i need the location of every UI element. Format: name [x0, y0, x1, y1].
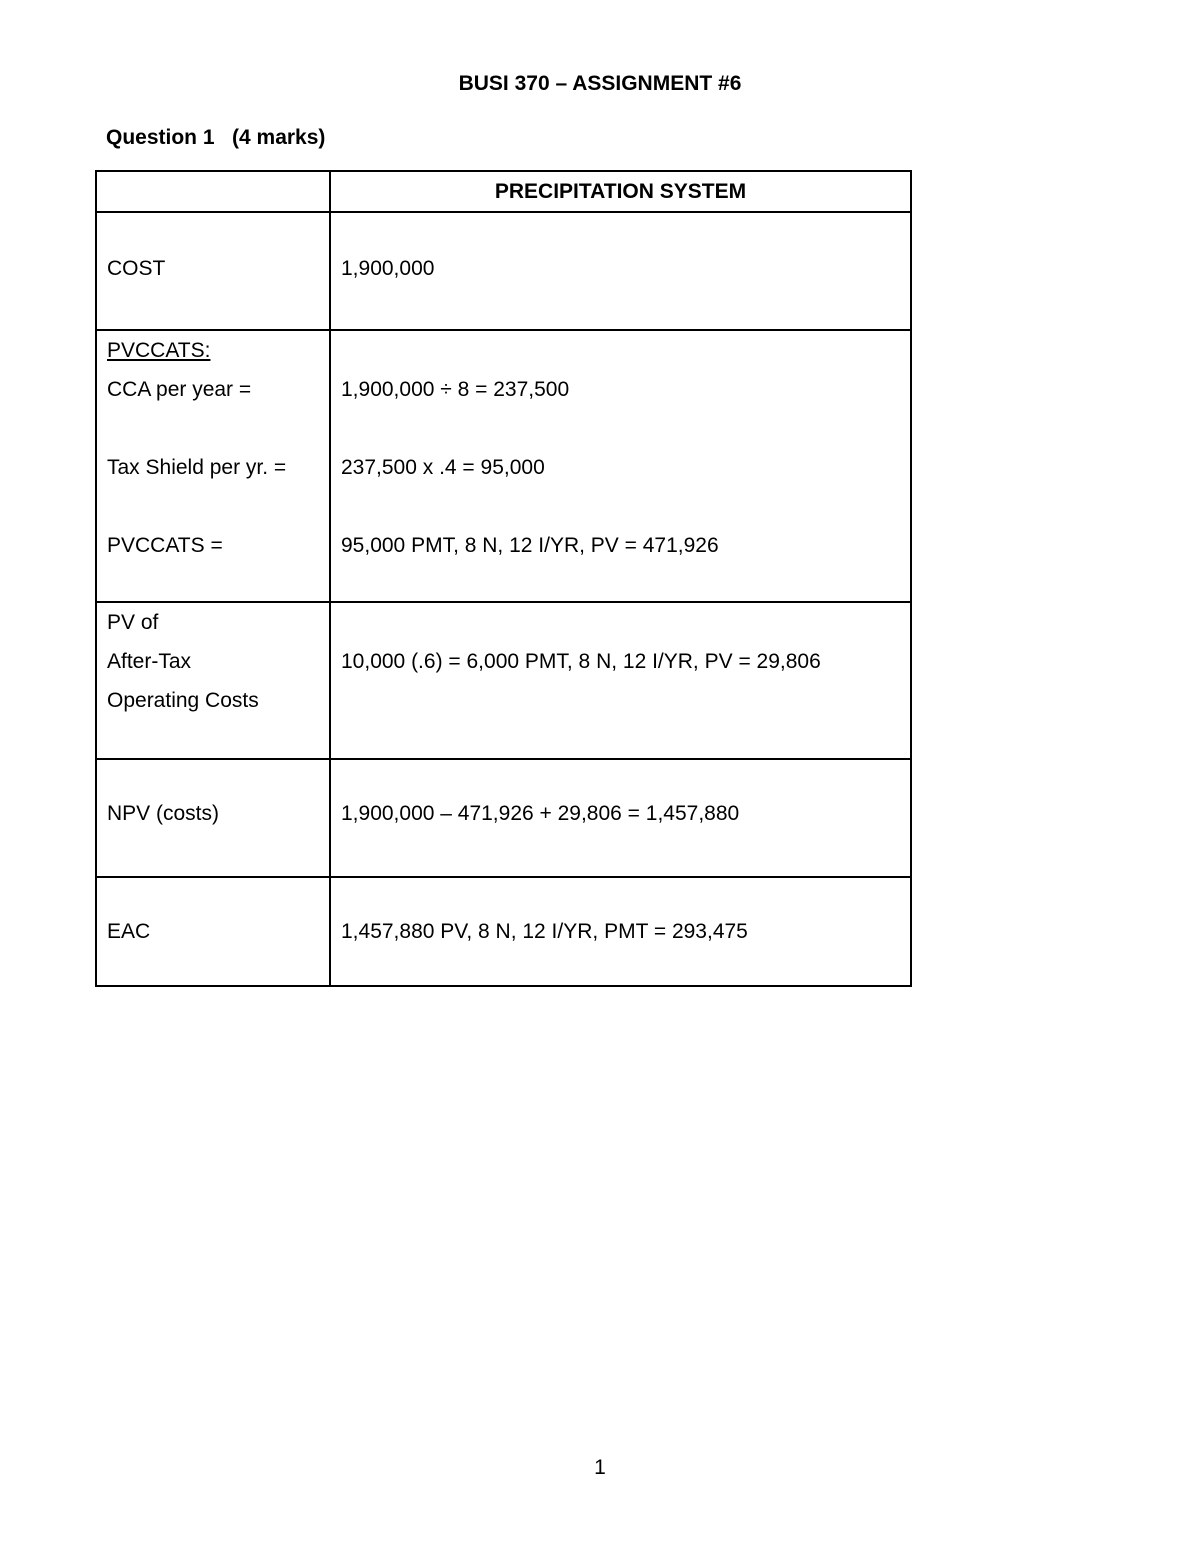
cost-label-cell: [96, 212, 330, 330]
cca-value: 1,900,000 ÷ 8 = 237,500: [341, 378, 570, 401]
pvccats-label: PVCCATS =: [107, 534, 223, 557]
npv-label-cell: [96, 759, 330, 877]
page-number: 1: [594, 1456, 606, 1479]
cost-label: COST: [107, 257, 166, 280]
cost-value-cell: [330, 212, 911, 330]
eac-value-cell: [330, 877, 911, 986]
pvccats-value: 95,000 PMT, 8 N, 12 I/YR, PV = 471,926: [341, 534, 719, 557]
cca-label: CCA per year =: [107, 378, 252, 401]
answer-table: [95, 170, 912, 987]
pv-operating-value: 10,000 (.6) = 6,000 PMT, 8 N, 12 I/YR, PV = 29,806: [341, 650, 821, 673]
npv-value: 1,900,000 – 471,926 + 29,806 = 1,457,880: [341, 802, 740, 825]
npv-value-cell: [330, 759, 911, 877]
pv-operating-value-cell: [330, 602, 911, 759]
pv-operating-label-line3: Operating Costs: [107, 689, 259, 712]
pvccats-row: [96, 330, 911, 602]
tax-shield-value: 237,500 x .4 = 95,000: [341, 456, 545, 479]
tax-shield-label: Tax Shield per yr. =: [107, 456, 287, 479]
pv-operating-label-cell: [96, 602, 330, 759]
pvccats-label-cell: [96, 330, 330, 602]
eac-row: [96, 877, 911, 986]
pv-operating-costs-row: [96, 602, 911, 759]
header-row: [96, 171, 911, 212]
eac-value: 1,457,880 PV, 8 N, 12 I/YR, PMT = 293,475: [341, 920, 748, 943]
question-heading: Question 1 (4 marks): [106, 126, 326, 149]
document-title: BUSI 370 – ASSIGNMENT #6: [458, 72, 742, 95]
pv-operating-label-line1: PV of: [107, 611, 159, 634]
eac-label: EAC: [107, 920, 151, 943]
header-label-cell: [96, 171, 330, 212]
pvccats-section-label: PVCCATS:: [107, 339, 211, 362]
pvccats-value-cell: [330, 330, 911, 602]
npv-row: [96, 759, 911, 877]
cost-row: [96, 212, 911, 330]
header-system-cell: PRECIPITATION SYSTEM: [330, 171, 911, 212]
cost-value: 1,900,000: [341, 257, 435, 280]
eac-label-cell: [96, 877, 330, 986]
pv-operating-label-line2: After-Tax: [107, 650, 192, 673]
npv-label: NPV (costs): [107, 802, 220, 825]
